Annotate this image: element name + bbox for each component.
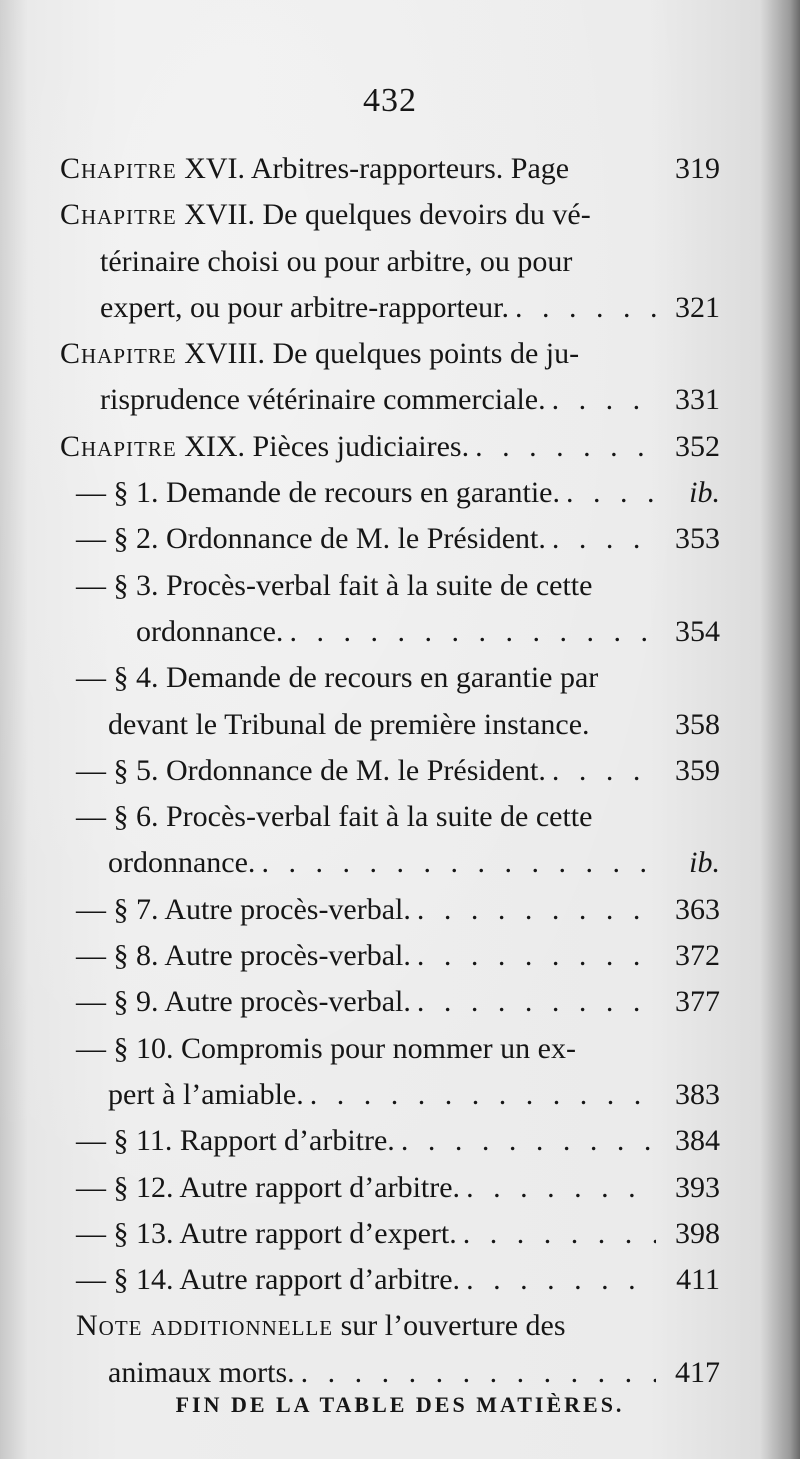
- toc-page-number: 383: [675, 1077, 720, 1111]
- toc-page-number: ib.: [689, 476, 720, 510]
- toc-entry-title: — § 7. Autre procès-verbal.: [76, 892, 411, 926]
- toc-page-number: 319: [675, 152, 720, 185]
- toc-continuation-line: [60, 1072, 720, 1118]
- toc-continuation-line: [60, 840, 720, 886]
- toc-entry-title: — § 13. Autre rapport d’expert.: [76, 1216, 457, 1250]
- toc-continuation-line: [60, 609, 720, 655]
- toc-entry: [60, 424, 720, 470]
- toc-entry-text: [76, 794, 592, 840]
- toc-page-number: 393: [675, 1170, 720, 1204]
- toc-page-number: 417: [675, 1355, 720, 1389]
- toc-page-number: 372: [675, 939, 720, 973]
- toc-entry: [60, 933, 720, 979]
- toc-entry-title: térinaire choisi ou pour arbitre, ou pour: [100, 244, 573, 278]
- toc-continuation-line: [60, 702, 720, 748]
- toc-entry-text: [60, 192, 591, 238]
- toc-page-number: 398: [675, 1216, 720, 1250]
- toc-entry-text: [76, 887, 411, 933]
- dot-leader: [546, 516, 656, 562]
- toc-page-number: 331: [675, 383, 720, 417]
- toc-entry: [60, 1211, 720, 1257]
- toc-entry-text: [76, 1165, 460, 1211]
- toc-page-number: 363: [675, 892, 720, 926]
- dot-leader: [395, 1118, 656, 1164]
- toc-entry: [60, 516, 720, 562]
- toc-entry-text: [76, 1026, 576, 1072]
- toc-entry: [60, 146, 720, 192]
- toc-entry-text: [108, 702, 590, 748]
- toc-entry-title: — § 9. Autre procès-verbal.: [76, 985, 411, 1019]
- toc-entry-text: [100, 377, 546, 423]
- toc-entry-text: [60, 331, 579, 377]
- toc-entry-text: [76, 516, 546, 562]
- toc-entry-text: [136, 609, 283, 655]
- toc-entry: [60, 1303, 720, 1349]
- toc-entry-prefix: Note additionnelle: [76, 1309, 334, 1343]
- dot-leader: [255, 840, 656, 886]
- toc-entry-title: — § 10. Compromis pour nommer un ex-: [76, 1031, 576, 1065]
- dot-leader: [509, 285, 656, 331]
- toc-entry-text: [76, 1118, 395, 1164]
- toc-continuation-line: [60, 377, 720, 423]
- toc-entry-title: — § 5. Ordonnance de M. le Président.: [76, 753, 546, 787]
- table-of-contents: [60, 146, 720, 1396]
- toc-entry: [60, 655, 720, 701]
- end-of-table-note: FIN DE LA TABLE DES MATIÈRES.: [175, 1392, 625, 1417]
- dot-leader: [460, 1257, 656, 1303]
- page-number: 432: [363, 82, 417, 119]
- toc-entry-prefix: Chapitre: [60, 198, 177, 232]
- toc-page-number: 352: [675, 429, 720, 463]
- toc-page-number: 359: [675, 753, 720, 787]
- toc-entry-title: — § 3. Procès-verbal fait à la suite de cette: [76, 568, 593, 602]
- dot-leader: [295, 1350, 656, 1396]
- toc-entry: [60, 563, 720, 609]
- dot-leader: [546, 377, 656, 423]
- toc-entry: [60, 1026, 720, 1072]
- toc-entry-title: risprudence vétérinaire commerciale.: [100, 383, 546, 417]
- toc-entry-title: — § 14. Autre rapport d’arbitre.: [76, 1263, 461, 1297]
- toc-entry-title: XVII. De quelques devoirs du vé-: [176, 198, 591, 232]
- toc-entry-text: [108, 1072, 304, 1118]
- toc-entry-title: devant le Tribunal de première instance.: [108, 707, 590, 741]
- toc-entry-title: — § 6. Procès-verbal fait à la suite de cette: [76, 800, 593, 834]
- dot-leader: [460, 1165, 656, 1211]
- toc-entry-title: — § 12. Autre rapport d’arbitre.: [76, 1170, 461, 1204]
- toc-entry-text: [76, 1257, 460, 1303]
- toc-continuation-line: [60, 285, 720, 331]
- toc-entry-text: [76, 563, 592, 609]
- toc-page-number: 353: [675, 522, 720, 556]
- dot-leader: [560, 470, 656, 516]
- toc-entry-title: pert à l’amiable.: [108, 1077, 304, 1111]
- toc-entry: [60, 1165, 720, 1211]
- toc-entry: [60, 748, 720, 794]
- toc-page-number: 321: [675, 290, 720, 324]
- dot-leader: [304, 1072, 656, 1118]
- toc-entry-text: [60, 146, 569, 192]
- toc-entry: [60, 1257, 720, 1303]
- toc-entry: [60, 470, 720, 516]
- dot-leader: [546, 748, 656, 794]
- toc-page-number: 354: [675, 614, 720, 648]
- toc-entry-text: [60, 424, 469, 470]
- toc-entry-text: [76, 748, 546, 794]
- toc-entry-title: — § 2. Ordonnance de M. le Président.: [76, 522, 546, 556]
- toc-entry-title: — § 8. Autre procès-verbal.: [76, 939, 411, 973]
- toc-entry-prefix: Chapitre: [60, 337, 177, 371]
- toc-entry-text: [76, 470, 560, 516]
- toc-entry-text: [76, 655, 598, 701]
- toc-entry-title: — § 4. Demande de recours en garantie par: [76, 661, 599, 695]
- toc-entry: [60, 331, 720, 377]
- toc-entry-title: — § 11. Rapport d’arbitre.: [76, 1124, 395, 1158]
- dot-leader: [469, 424, 656, 470]
- toc-entry-text: [108, 1350, 295, 1396]
- toc-entry: [60, 887, 720, 933]
- toc-entry-title: sur l’ouverture des: [333, 1309, 566, 1343]
- toc-entry: [60, 979, 720, 1025]
- toc-entry-prefix: Chapitre: [60, 152, 177, 185]
- toc-entry-prefix: Chapitre: [60, 429, 177, 463]
- toc-page-number: 377: [675, 985, 720, 1019]
- toc-entry-title: ordonnance.: [108, 846, 256, 880]
- toc-entry-title: — § 1. Demande de recours en garantie.: [76, 476, 560, 510]
- toc-page-number: 411: [676, 1263, 720, 1297]
- toc-page-number: 384: [675, 1124, 720, 1158]
- toc-entry-title: animaux morts.: [108, 1355, 295, 1389]
- dot-leader: [411, 887, 656, 933]
- toc-page-number: 358: [675, 707, 720, 741]
- toc-entry: [60, 192, 720, 238]
- toc-continuation-line: [60, 239, 720, 285]
- toc-entry-text: [100, 239, 572, 285]
- toc-entry: [60, 1118, 720, 1164]
- toc-entry-title: ordonnance.: [136, 614, 284, 648]
- toc-entry-title: XVI. Arbitres-rapporteurs. Page: [176, 152, 570, 185]
- dot-leader: [283, 609, 656, 655]
- toc-entry-text: [76, 979, 411, 1025]
- toc-page-number: ib.: [689, 846, 720, 880]
- toc-entry-title: expert, ou pour arbitre-rapporteur.: [100, 290, 509, 324]
- toc-entry: [60, 794, 720, 840]
- dot-leader: [457, 1211, 656, 1257]
- toc-entry-text: [100, 285, 509, 331]
- toc-continuation-line: [60, 1350, 720, 1396]
- toc-entry-text: [76, 933, 411, 979]
- toc-entry-text: [108, 840, 255, 886]
- toc-entry-text: [76, 1303, 566, 1349]
- toc-entry-text: [76, 1211, 457, 1257]
- dot-leader: [411, 979, 656, 1025]
- toc-entry-title: XIX. Pièces judiciaires.: [176, 429, 470, 463]
- toc-entry-title: XVIII. De quelques points de ju-: [176, 337, 580, 371]
- dot-leader: [411, 933, 656, 979]
